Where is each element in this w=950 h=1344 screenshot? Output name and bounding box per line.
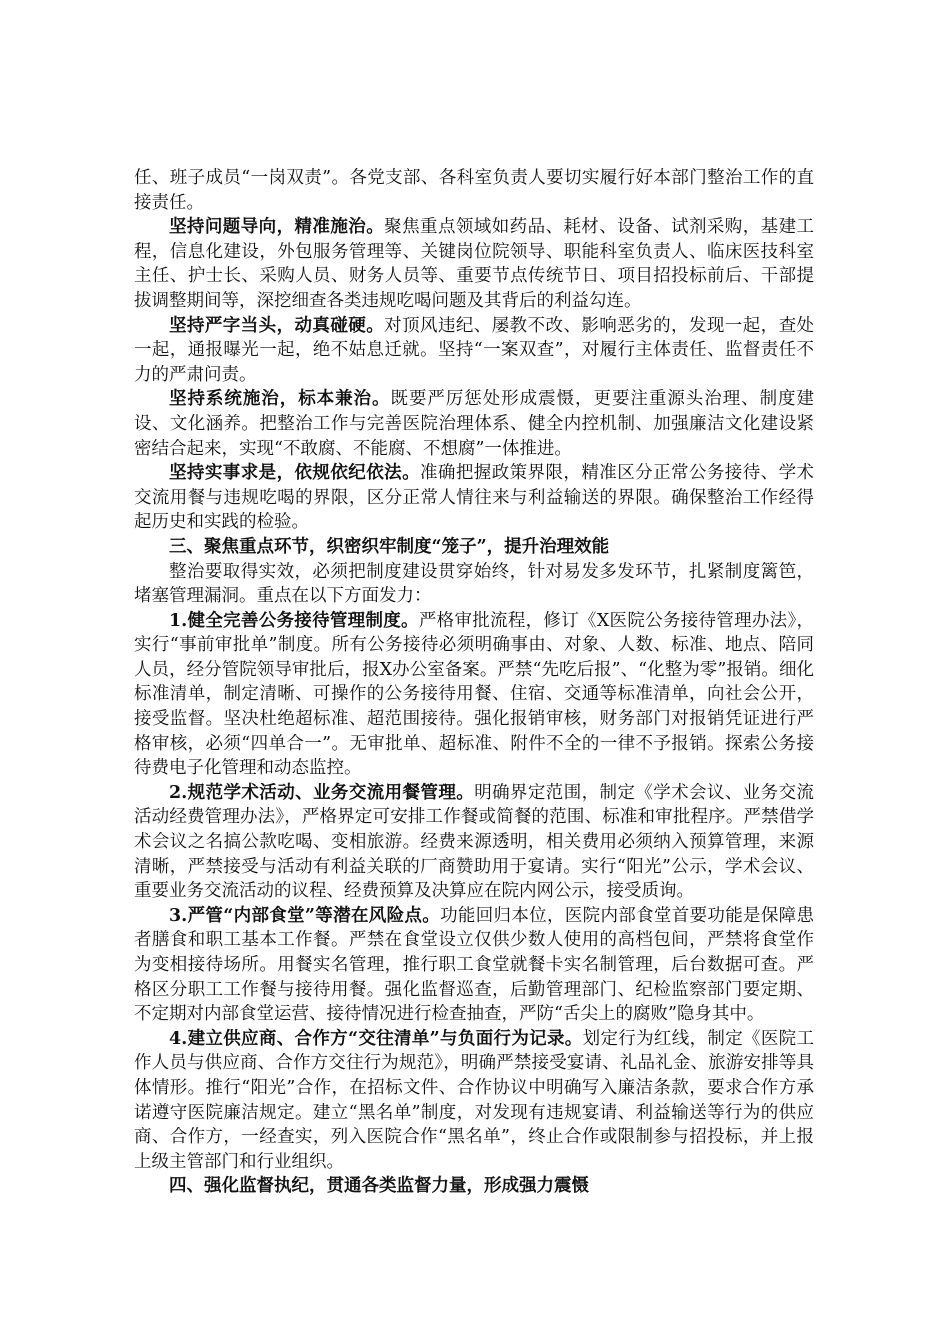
- paragraph-3-lead: 坚持严字当头，动真碰硬。: [169, 315, 385, 336]
- paragraph-5: [134, 461, 814, 535]
- document-body: [134, 166, 814, 1199]
- paragraph-9-text: 功能回归本位，医院内部食堂首要功能是保障患者膳食和职工基本工作餐。严禁在食堂设立仅供少数人使用的高档包间，严禁将食堂作为变相接待场所。用餐实名管理，推行职工食堂就餐卡实名制管理，后台数据可查。严格区分职工工作餐与接待用餐。强化监督巡查，后勤管理部门、纪检监察部门要定期、不定期对内部食堂运营、接待情况进行检查抽查，严防“舌尖上的腐败”隐身其中。: [134, 905, 815, 1025]
- paragraph-8-lead: 2.规范学术活动、业务交流用餐管理。: [169, 782, 475, 803]
- paragraph-9-lead: 3.严管“内部食堂”等潜在风险点。: [169, 905, 441, 926]
- paragraph-1-text: 任、班子成员“一岗双责”。各党支部、各科室负责人要切实履行好本部门整治工作的直接责任。: [134, 168, 814, 213]
- paragraph-10-text: 划定行为红线，制定《医院工作人员与供应商、合作方交往行为规范》，明确严禁接受宴请、礼品礼金、旅游安排等具体情形。推行“阳光”合作，在招标文件、合作协议中明确写入廉洁条款，要求合作方承诺遵守医院廉洁规定。建立“黑名单”制度，对发现有违规宴请、利益输送等行为的供应商、合作方，一经查实，列入医院合作“黑名单”，终止合作或限制参与招投标，并上报上级主管部门和行业组织。: [134, 1028, 815, 1172]
- paragraph-2: [134, 215, 814, 313]
- paragraph-4: [134, 387, 814, 461]
- paragraph-7: [134, 609, 814, 781]
- paragraph-8-text: 明确界定范围，制定《学术会议、业务交流活动经费管理办法》，严格界定可安排工作餐或简餐的范围、标准和审批程序。严禁借学术会议之名搞公款吃喝、变相旅游。经费来源透明，相关费用必须纳入预算管理，来源清晰，严禁接受与活动有利益关联的厂商赞助用于宴请。实行“阳光”公示，学术会议、重要业务交流活动的议程、经费预算及决算应在院内网公示，接受质询。: [134, 782, 814, 902]
- paragraph-3-text: 对顶风违纪、屡教不改、影响恶劣的，发现一起，查处一起，通报曝光一起，绝不姑息迁就。坚持“一案双查”，对履行主体责任、监督责任不力的严肃问责。: [134, 315, 815, 385]
- paragraph-6-text: 整治要取得实效，必须把制度建设贯穿始终，针对易发多发环节，扎紧制度篱笆，堵塞管理漏洞。重点在以下方面发力：: [134, 561, 814, 607]
- paragraph-8: [134, 781, 814, 904]
- paragraph-7-text: 严格审批流程，修订《X医院公务接待管理办法》，实行“事前审批单”制度。所有公务接待必须明确事由、对象、人数、标准、地点、陪同人员，经分管院领导审批后，报X办公室备案。严禁“先吃后报”、“化整为零”报销。细化标准清单，制定清晰、可操作的公务接待用餐、住宿、交通等标准清单，向社会公开，接受监督。坚决杜绝超标准、超范围接待。强化报销审核，财务部门对报销凭证进行严格审核，必须“四单合一”。无审批单、超标准、附件不全的一律不予报销。探索公务接待费电子化管理和动态监控。: [134, 610, 814, 779]
- paragraph-2-lead: 坚持问题导向，精准施治。: [169, 217, 385, 238]
- paragraph-5-text: 准确把握政策界限，精准区分正常公务接待、学术交流用餐与违规吃喝的界限，区分正常人情往来与利益输送的界限。确保整治工作经得起历史和实践的检验。: [134, 463, 814, 533]
- section-heading-3: 三、聚焦重点环节，织密织牢制度“笼子”，提升治理效能: [169, 536, 610, 557]
- paragraph-1: [134, 166, 814, 215]
- paragraph-10: [134, 1027, 814, 1175]
- paragraph-2-text: 聚焦重点领域如药品、耗材、设备、试剂采购，基建工程，信息化建设，外包服务管理等、关键岗位院领导、职能科室负责人、临床医技科室主任、护士长、采购人员、财务人员等、重要节点传统节日、项目招投标前后、干部提拔调整期间等，深挖细查各类违规吃喝问题及其背后的利益勾连。: [134, 217, 815, 311]
- paragraph-3: [134, 314, 814, 388]
- paragraph-5-lead: 坚持实事求是，依规依纪依法。: [169, 463, 420, 484]
- paragraph-4-text: 既要严厉惩处形成震慑，更要注重源头治理、制度建设、文化涵养。把整治工作与完善医院治理体系、健全内控机制、加强廉洁文化建设紧密结合起来，实现“不敢腐、不能腐、不想腐”一体推进。: [134, 389, 815, 459]
- section-heading-4: 四、强化监督执纪，贯通各类监督力量，形成强力震慑: [169, 1176, 589, 1197]
- paragraph-4-lead: 坚持系统施治，标本兼治。: [169, 389, 391, 410]
- paragraph-10-lead: 4.建立供应商、合作方“交往清单”与负面行为记录。: [169, 1028, 583, 1049]
- paragraph-9: [134, 904, 814, 1027]
- paragraph-7-lead: 1.健全完善公务接待管理制度。: [169, 610, 419, 631]
- paragraph-6: [134, 560, 814, 609]
